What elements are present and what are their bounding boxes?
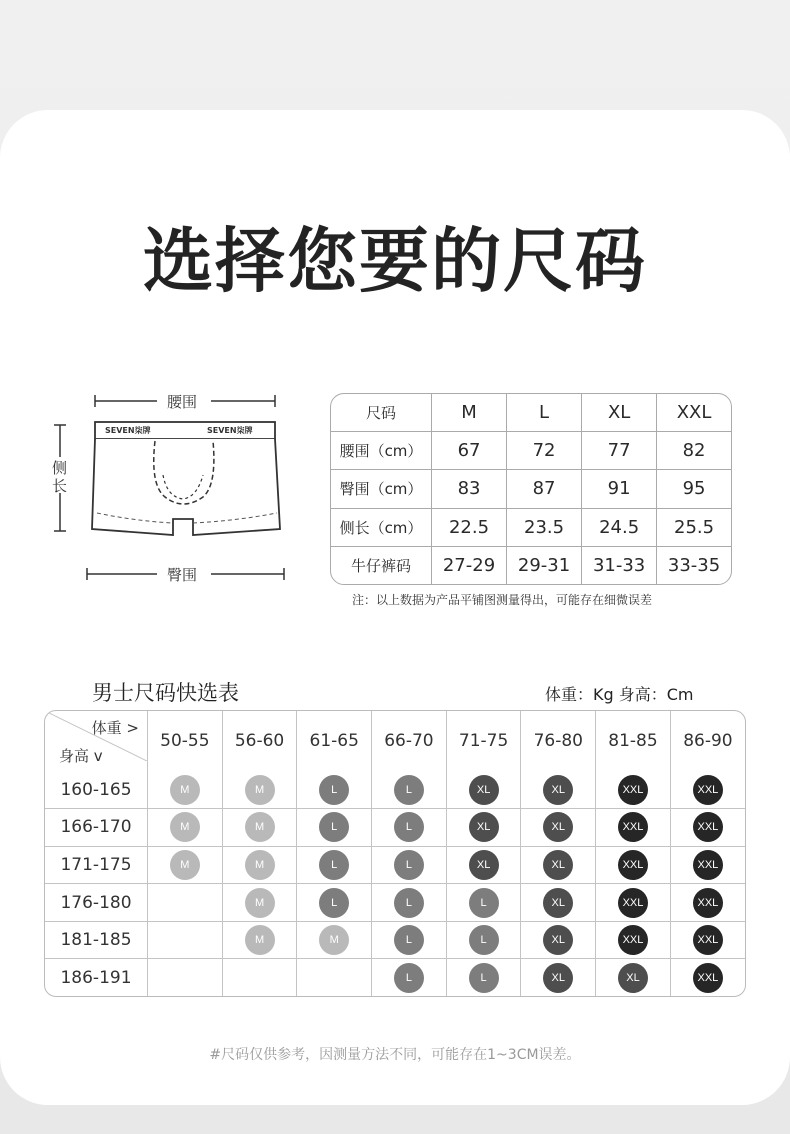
size-badge: L — [469, 963, 499, 993]
brand-logo-left: SEVEN柒牌 — [105, 426, 151, 435]
size-cell — [222, 959, 297, 996]
side-length-label-1: 侧 — [52, 459, 68, 477]
quick-table-row — [45, 809, 745, 847]
row-label: 侧长（cm） — [331, 508, 432, 546]
size-cell — [596, 921, 671, 959]
page-title: 选择您要的尺码 — [143, 220, 647, 302]
size-cell — [297, 809, 372, 847]
header-cell: XXL — [657, 394, 731, 431]
weight-header-cell: 66-70 — [372, 711, 447, 772]
hip-label: 臀围 — [167, 566, 198, 584]
size-badge: L — [319, 850, 349, 880]
size-cell — [222, 921, 297, 959]
size-badge: XXL — [618, 812, 648, 842]
size-badge: XXL — [693, 775, 723, 805]
size-badge: XXL — [693, 888, 723, 918]
table-cell: 72 — [507, 431, 582, 469]
size-badge: L — [394, 925, 424, 955]
quick-table-header — [45, 711, 745, 772]
size-cell — [148, 884, 223, 922]
size-cell — [372, 884, 447, 922]
size-cell — [372, 809, 447, 847]
row-label: 腰围（cm） — [331, 431, 432, 469]
size-cell — [521, 959, 596, 996]
size-badge: M — [245, 888, 275, 918]
height-cell: 181-185 — [45, 921, 148, 959]
size-table-row — [331, 431, 731, 469]
size-table-row — [331, 470, 731, 508]
size-badge: XXL — [693, 963, 723, 993]
size-cell — [446, 921, 521, 959]
size-cell — [148, 809, 223, 847]
table-cell: 87 — [507, 470, 582, 508]
size-table-row — [331, 508, 731, 546]
size-badge: L — [319, 888, 349, 918]
size-cell — [670, 846, 745, 884]
size-badge: XXL — [693, 850, 723, 880]
size-cell — [446, 959, 521, 996]
size-badge: XL — [469, 812, 499, 842]
table-cell: 25.5 — [657, 508, 731, 546]
size-cell — [596, 809, 671, 847]
weight-axis-label: 体重 > — [91, 719, 139, 737]
header-cell: 尺码 — [331, 394, 432, 431]
size-cell — [148, 772, 223, 809]
size-badge: L — [469, 925, 499, 955]
size-badge: M — [245, 775, 275, 805]
table-cell: 77 — [582, 431, 657, 469]
size-cell — [670, 884, 745, 922]
brand-logo-right: SEVEN柒牌 — [207, 426, 253, 435]
size-cell — [372, 959, 447, 996]
size-cell — [596, 846, 671, 884]
size-badge: L — [394, 888, 424, 918]
size-badge: M — [245, 925, 275, 955]
height-cell: 171-175 — [45, 846, 148, 884]
size-cell — [446, 884, 521, 922]
size-badge: M — [170, 812, 200, 842]
size-cell — [297, 921, 372, 959]
size-badge: L — [319, 775, 349, 805]
size-badge: XXL — [693, 812, 723, 842]
size-badge: XL — [469, 775, 499, 805]
size-badge: XXL — [618, 775, 648, 805]
size-cell — [372, 846, 447, 884]
quick-table-row — [45, 884, 745, 922]
size-cell — [297, 884, 372, 922]
side-length-label-2: 长 — [52, 477, 68, 495]
size-badge: M — [245, 850, 275, 880]
size-cell — [222, 809, 297, 847]
size-badge: L — [394, 963, 424, 993]
table-cell: 22.5 — [432, 508, 507, 546]
size-cell — [446, 809, 521, 847]
units-label: 体重：Kg 身高：Cm — [545, 685, 694, 704]
weight-header-cell: 81-85 — [596, 711, 671, 772]
table-cell: 31-33 — [582, 547, 657, 585]
table-cell: 24.5 — [582, 508, 657, 546]
size-cell — [521, 884, 596, 922]
quick-table-row — [45, 772, 745, 809]
size-cell — [670, 959, 745, 996]
size-cell — [521, 772, 596, 809]
quick-table-title: 男士尺码快选表 — [92, 681, 239, 705]
size-badge: XL — [543, 850, 573, 880]
height-axis-label: 身高 v — [59, 746, 103, 765]
table-cell: 33-35 — [667, 555, 721, 576]
quick-table-row — [45, 846, 745, 884]
header-cell: XL — [582, 394, 657, 431]
size-cell — [297, 959, 372, 996]
size-cell — [521, 921, 596, 959]
height-cell: 176-180 — [45, 884, 148, 922]
row-label: 臀围（cm） — [331, 470, 432, 508]
size-badge: XL — [543, 812, 573, 842]
table-cell: 82 — [657, 431, 731, 469]
header-cell: M — [432, 394, 507, 431]
table-cell: 23.5 — [507, 508, 582, 546]
table-cell: 67 — [432, 431, 507, 469]
table-cell: 83 — [432, 470, 507, 508]
size-cell — [670, 809, 745, 847]
size-cell — [222, 884, 297, 922]
weight-header-cell: 71-75 — [446, 711, 521, 772]
size-cell — [596, 884, 671, 922]
size-badge: L — [394, 812, 424, 842]
corner-diagonal — [45, 711, 147, 761]
height-cell: 160-165 — [45, 772, 148, 809]
size-badge: L — [394, 775, 424, 805]
size-badge: XL — [543, 925, 573, 955]
quick-size-table — [44, 710, 746, 997]
size-badge: M — [245, 812, 275, 842]
size-badge: M — [170, 775, 200, 805]
size-cell — [446, 772, 521, 809]
weight-header-cell: 61-65 — [297, 711, 372, 772]
size-table-row — [331, 547, 731, 585]
corner-cell — [45, 711, 148, 772]
size-cell — [372, 772, 447, 809]
size-badge: L — [319, 812, 349, 842]
size-cell — [670, 772, 745, 809]
size-cell — [148, 846, 223, 884]
size-badge: XXL — [693, 925, 723, 955]
size-badge: M — [319, 925, 349, 955]
size-table — [330, 393, 732, 585]
size-cell — [222, 772, 297, 809]
quick-table-row — [45, 959, 745, 996]
size-badge: XXL — [618, 850, 648, 880]
waist-label: 腰围 — [167, 393, 198, 411]
height-cell: 186-191 — [45, 959, 148, 996]
height-cell: 166-170 — [45, 809, 148, 847]
size-badge: XL — [543, 888, 573, 918]
size-badge: XL — [543, 775, 573, 805]
size-badge: XXL — [618, 888, 648, 918]
quick-table-row — [45, 921, 745, 959]
weight-header-cell: 50-55 — [148, 711, 223, 772]
table-cell: 27-29 — [432, 547, 507, 585]
weight-header-cell: 56-60 — [222, 711, 297, 772]
size-cell — [596, 772, 671, 809]
footer-note: #尺码仅供参考，因测量方法不同，可能存在1~3CM误差。 — [209, 1047, 581, 1063]
size-cell — [222, 846, 297, 884]
row-label: 牛仔裤码 — [331, 547, 432, 585]
size-cell — [372, 921, 447, 959]
size-cell — [521, 809, 596, 847]
weight-header-cell: 86-90 — [683, 731, 733, 752]
size-cell — [670, 921, 745, 959]
size-badge: XL — [543, 963, 573, 993]
table-cell: 29-31 — [507, 547, 582, 585]
size-cell — [148, 921, 223, 959]
size-badge: XL — [618, 963, 648, 993]
size-cell — [521, 846, 596, 884]
size-cell — [148, 959, 223, 996]
underwear-diagram — [45, 385, 315, 595]
size-cell — [297, 846, 372, 884]
size-badge: L — [469, 888, 499, 918]
table-cell: 95 — [657, 470, 731, 508]
size-table-header — [331, 394, 731, 431]
size-cell — [596, 959, 671, 996]
size-cell — [297, 772, 372, 809]
size-badge: L — [394, 850, 424, 880]
weight-header-cell: 76-80 — [521, 711, 596, 772]
measurement-note: 注：以上数据为产品平铺图测量得出，可能存在细微误差 — [352, 593, 653, 607]
size-badge: M — [170, 850, 200, 880]
size-badge: XL — [469, 850, 499, 880]
size-cell — [446, 846, 521, 884]
size-badge: XXL — [618, 925, 648, 955]
table-cell: 91 — [582, 470, 657, 508]
header-cell: L — [507, 394, 582, 431]
